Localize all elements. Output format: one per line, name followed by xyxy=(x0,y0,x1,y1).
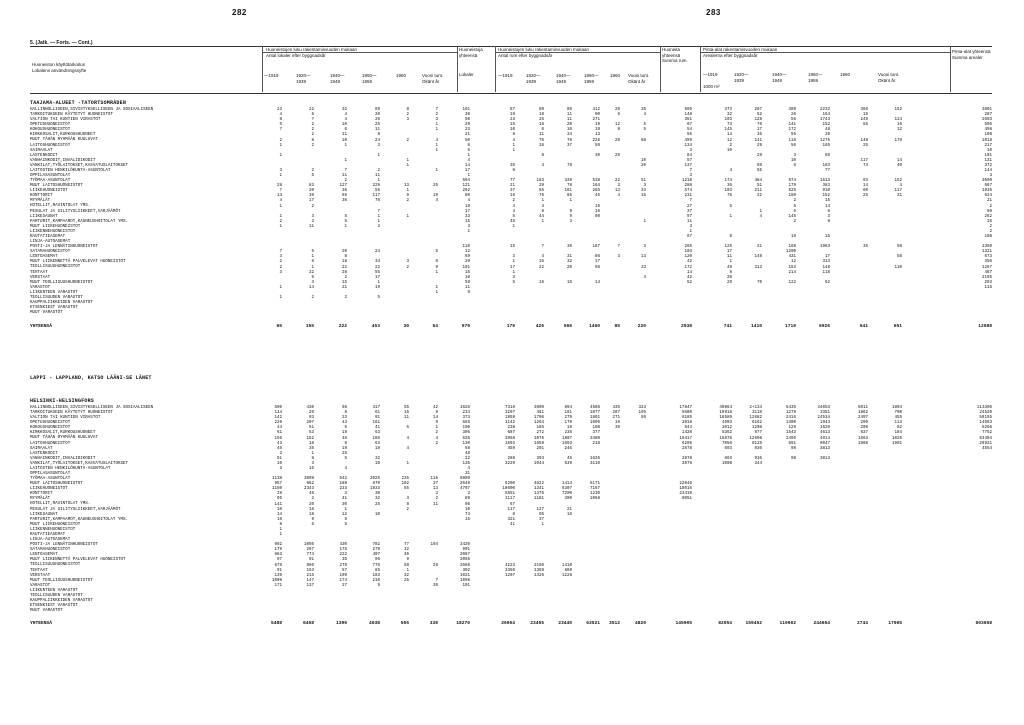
header-mid-group xyxy=(498,47,658,58)
data-column: 26 6 12 8 29 29 22 3 13 4 7 3 xyxy=(614,108,620,260)
row-label: MUUT LIIKENNETTÄ PALVELEVAT HUONEISTOT xyxy=(30,558,126,563)
header-use-fi: Huoneiston käyttötarkoitus xyxy=(32,62,86,67)
row-label: OPPILASASUNTOLAT xyxy=(30,174,71,179)
row-label: KIRKKOSALIT,KURKOUSHUONEET xyxy=(30,133,96,138)
data-column: 34053 3351 24534 1943 1629 4613 4914 6047 3813 3813 xyxy=(817,406,830,461)
row-label: VARASTOT xyxy=(30,583,51,588)
total-value: 119902 xyxy=(779,621,796,626)
row-label: POSTI-JA LENNÄTINHUONEISTOT xyxy=(30,543,98,548)
data-column: 373 32 103 73 145 14 12 2 10 4 174 36 103 76 5 1 8 125 17 11 1 49 8 20 29 xyxy=(724,108,732,285)
total-value: 85 xyxy=(614,324,620,329)
row-label: TEOLLISUUSHUONEISTOT xyxy=(30,563,81,568)
data-column: 435 287 271 19 39 xyxy=(612,406,620,431)
row-label: PARTURIT,KAMPAAMOT,KAUNEUSHOITOLAT YMS. xyxy=(30,219,129,224)
row-label: MUUT VARASTOT xyxy=(30,609,63,614)
data-column: 389 26 56 141 172 55 118 56 3 10 6 874 179 525 160 2 5 5 145 2 19 168 1200 431 12 153 214 122 xyxy=(785,108,796,285)
total-value: 63521 xyxy=(586,621,600,626)
header-area-group-sv: Arealerna efter byggnadsår xyxy=(703,52,758,58)
period-header: Vuosi tunt. Okänt år xyxy=(422,73,444,84)
header-use xyxy=(32,62,252,73)
row-label: LIIKEHUONEISTOT xyxy=(30,487,68,492)
total-value: 1410 xyxy=(750,324,762,329)
row-label: ETSENKIEST VARASTOT xyxy=(30,604,78,609)
period-header: 1950—1959 xyxy=(808,72,823,83)
row-label: SATAMAHUONEISTOT xyxy=(30,250,71,255)
row-label: LIIKENTEEN VARASTOT xyxy=(30,588,78,593)
row-label: TEOLLISUUDEN VARASTOT xyxy=(30,295,83,300)
row-label: OPPILASASUNTOLAT xyxy=(30,472,71,477)
data-column: 69 18 25 16 6 11 76 16 8 4 183 29 65 76 1 4 8 44 1 7 4 16 22 16 xyxy=(536,108,544,285)
header-premises-fi: Huoneistoja yhteensä xyxy=(459,47,483,58)
row-label: HALLINNOLLISEEN,SIVISTYKSELLISEEN JA SOSIAALISEEN xyxy=(30,406,154,410)
row-label: VALTION TAI KUNTIEN VIRASTOT xyxy=(30,416,101,421)
total-value: 453 xyxy=(371,324,380,329)
section-note: LAPPI - LAPPLAND, KATSO LÄÄNI-SE LÄNET xyxy=(30,375,152,381)
row-label: MUUT TÄHÄN RYHMÄÄN KUULUVAT xyxy=(30,138,98,143)
header-rooms xyxy=(662,47,698,64)
data-column: 32 4 4 10 6 11 10 1 1 7 11 2 127 36 65 36 5 5 1 20 8 18 22 28 2 15 21 2 xyxy=(339,108,347,300)
total-value: 5488 xyxy=(270,621,282,626)
row-label: TARKOITUKSEEN KÄYTETYT HUONEISTOT xyxy=(30,113,113,118)
row-label: POSTI-JA LENNÄTINHUONEISTOT xyxy=(30,245,98,250)
row-label: PESULAT JA SILITYSLIIKKEET,VARJÄÄMÖT xyxy=(30,507,121,512)
header-area-total-sv: Summa arealer xyxy=(952,54,983,60)
region-heading: TAAJAMA-ALUEET -TATORTSOMRÅDEN xyxy=(30,100,127,106)
total-value: 23455 xyxy=(530,621,544,626)
total-value: 222 xyxy=(338,324,347,329)
total-value: 65 xyxy=(276,324,282,329)
header-area-unit: 1000 m² xyxy=(703,84,720,89)
total-label: YHTEENSÄ xyxy=(30,621,53,626)
row-label: HALLINNOLLISEEN,SIVISTYKSELLISEEN JA SOSIAALISEEN xyxy=(30,108,154,112)
total-value: 82654 xyxy=(718,621,732,626)
data-column: 161 38 50 29 23 21 50 8 5 1 4 14 17 1 504 121 262 80 4 19 17 33 15 3 1 110 12 69 29 191 16 10 59 11 9 xyxy=(462,108,470,295)
total-value: 54 xyxy=(432,324,438,329)
row-label: RAUTATIEASEMAT xyxy=(30,532,66,537)
table-title: 5. (Jatk. — Forts. — Cont.) xyxy=(30,40,93,46)
row-label: KONTTORIT xyxy=(30,194,53,199)
data-column: 695 148 351 87 54 55 499 134 3 84 57 137 7 3 1210 288 574 231 7 27 37 97 11 3 1 67 265 103 120 42 172 14 42 52 xyxy=(681,108,692,285)
row-label: MUUT TÄHÄN RYHMÄÄN KUULUVAT xyxy=(30,436,98,441)
period-header: 1960 xyxy=(610,73,621,78)
row-label: KAUPPALIIKKEIDEN VARASTOT xyxy=(30,300,93,305)
data-column: 42 9 14 9 1 2 4 2 116 37 13 3 2 11 104 28 7 38 xyxy=(430,406,438,588)
data-column: 417 61 91 161 41 63 185 63 19 32 10 2025 670 1933 30 32 25 10 782 279 407 96 775 65 183 210 9 xyxy=(369,406,380,588)
total-value: 4038 xyxy=(368,621,380,626)
data-column: 2+134 3110 12682 6162 1208 877 12608 6125 936 936 344 xyxy=(749,406,762,466)
row-label: TEOLLISUUSHUONEISTOT xyxy=(30,265,81,270)
data-column: 3801 287 2603 505 498 108 1018 217 10 101 131 372 144 3 3590 667 1935 624 21 2 98 262 16 2 2 108 2350 1321 673 356 1267 487 2195 293 116 xyxy=(981,108,992,290)
period-header: 1950—1959 xyxy=(362,73,377,84)
row-label: TYÖMAA-ASUNTOLAT xyxy=(30,477,71,482)
total-value: 12088 xyxy=(978,324,992,329)
row-label: TEHTAAT xyxy=(30,270,48,275)
total-value: 2938 xyxy=(680,324,692,329)
data-column: 40864 19918 16589 4903 2012 5362 15878 7056 693 693 1008 xyxy=(719,406,732,466)
total-value: 30 xyxy=(403,324,409,329)
row-label: OPETUSHUONEISTOT xyxy=(30,421,71,426)
total-value: 603658 xyxy=(975,621,992,626)
data-column: 113306 24520 59155 14663 5266 7752 63404 29921 4554 xyxy=(976,406,992,451)
total-value: 159452 xyxy=(745,621,762,626)
row-label: VANHAINKODIT,INVALIDIKODIT xyxy=(30,456,96,461)
period-header: Vuosi tunt. Okänt år xyxy=(878,72,900,83)
period-header: 1920—1939 xyxy=(734,72,749,83)
row-label: KOKOUSHUONEISTOT xyxy=(30,128,71,133)
total-value: 566 xyxy=(563,324,572,329)
row-label: LAITOSTEN HENKILÖKUNTA-ASUNTOLAT xyxy=(30,466,111,471)
row-label: SATAMAHUONEISTOT xyxy=(30,548,71,553)
row-label: VERSTAAT xyxy=(30,275,51,280)
header-left-group-fi: Huoneistojen luku rakentamisvuoden mukaan xyxy=(266,47,358,52)
data-column: 17847 5580 6185 3918 644 1420 16417 6205 2878 2878 2076 22046 18016 23410 8051 xyxy=(679,406,692,502)
total-value: 155 xyxy=(305,324,314,329)
period-header: 1940—1949 xyxy=(772,72,787,83)
row-label: VALTION TAI KUNTIEN VIRASTOT xyxy=(30,118,101,123)
total-value: 741 xyxy=(723,324,732,329)
data-column: 2232 164 1743 152 48 39 1275 165 69 183 77 1613 383 910 152 15 14 6 3 8 15 1963 17 313 148 118 62 xyxy=(819,108,830,285)
row-label: LASTENKODIT xyxy=(30,153,58,158)
row-label: VERSTAAT xyxy=(30,573,51,578)
row-label: OPETUSHUONEISTOT xyxy=(30,123,71,128)
total-value: 23440 xyxy=(558,621,572,626)
header-premises-sv: Lokaler xyxy=(459,72,474,77)
row-label: LIIKESAUNAT xyxy=(30,214,58,219)
period-header: Vuosi tunt. Okänt år xyxy=(628,73,650,84)
data-column: 323 195 59 xyxy=(638,406,646,421)
period-header: 1940—1949 xyxy=(330,73,345,84)
data-column: 5011 1862 2497 209 206 837 1663 1988 xyxy=(857,406,868,446)
header-area-total xyxy=(952,49,992,60)
data-column: 287 52 128 76 17 35 141 29 29 69 55 484 51 211 22 1 4 21 148 313 70 xyxy=(754,108,762,285)
row-label: KIRKKOSALIT,KURKOUSHUONEET xyxy=(30,431,96,436)
period-header: 1960 xyxy=(396,73,407,78)
data-column: 1626 234 373 655 190 306 635 130 68 48 22 136 4 31 6809 2648 4797 3 89 96 10 74 15 3420 901 2087 2055 2668 392 1021 1098 101 xyxy=(459,406,470,588)
row-label: LAITOSTEN HENKILÖKUNTA-ASUNTOLAT xyxy=(30,168,111,173)
row-label: RAUTATIEASEMAT xyxy=(30,234,66,239)
total-value: 651 xyxy=(893,324,902,329)
header-mid-group-sv: Antal rum efter byggnadsår xyxy=(498,52,553,58)
period-header: 1940—1949 xyxy=(556,73,571,84)
row-label: MUUT LIIKENNETTÄ PALVELEVAT HUONEISTOT xyxy=(30,260,126,265)
data-column: 152 124 16 12 179 14 40 152 4 117 31 58 58 110 xyxy=(894,108,902,270)
row-label: LIIKENNEHUONEISTOT xyxy=(30,229,76,234)
header-use-sv: Lokalens användningssyfte xyxy=(32,67,87,73)
data-column: 366 15 249 65 148 25 117 74 93 14 60 25 35 xyxy=(860,108,868,250)
total-value: 1719 xyxy=(784,324,796,329)
row-label: MUUT VARASTOT xyxy=(30,311,63,316)
header-mid-group-fi: Huoneistojen luku rakentamisvuoden mukaan xyxy=(498,47,590,52)
data-column: 4586 1077 1891 1096 160 377 3480 218 1625 3110 5171 7167 1230 1068 xyxy=(589,406,600,502)
total-value: 18270 xyxy=(456,621,470,626)
row-label: MUUT TEOLLISUUSHUONEISTOT xyxy=(30,280,93,285)
region-heading: HELSINKI-HELSINGFORS xyxy=(30,398,95,404)
row-label: LIIKENNEHUONEISTOT xyxy=(30,527,76,532)
data-column: 7 2 3 1 1 4 1 1 1 25 19 4 5 8 9 1 1 1 xyxy=(432,108,438,295)
row-label: LINJA-AUTOASEMAT xyxy=(30,240,71,245)
total-value: 1460 xyxy=(588,324,600,329)
right-page-number: 283 xyxy=(706,8,721,17)
total-value: 2744 xyxy=(856,621,868,626)
data-column: 8 2 3 2 1 1 13 1 9 2 1 3 2 xyxy=(403,108,409,270)
row-label: VARASTOT xyxy=(30,285,51,290)
data-column: 69 20 25 25 11 8 24 3 1 2 11 1 228 55 117 76 7 1 1 3 24 34 22 55 17 1 19 5 xyxy=(372,108,380,300)
row-labels xyxy=(30,108,153,316)
data-column: 23 4 8 5 7 2 1 1 3 1 28 7 13 4 1 1 2 1 7 3 2 2 3 1 1 xyxy=(276,108,282,300)
row-label: VANKILAT,TYÖLAITOKSET,KASVATUSLAITOKSET xyxy=(30,163,129,168)
period-header: —1919 xyxy=(498,73,513,78)
row-label: LASTENKODIT xyxy=(30,451,58,456)
left-page-number: 282 xyxy=(232,8,247,17)
row-label: TYÖMAA-ASUNTOLAT xyxy=(30,179,71,184)
period-header: 1920—1939 xyxy=(296,73,311,84)
period-header: 1960 xyxy=(840,72,851,77)
row-label: TEHTAAT xyxy=(30,568,48,573)
period-header: 1950—1959 xyxy=(584,73,599,84)
row-label: MYYMÄLÄT xyxy=(30,199,51,204)
row-label: HOTELLIT,RAVINTOLAT YMS. xyxy=(30,502,91,507)
header-rooms-sv: Summa rum xyxy=(662,58,687,63)
row-label: VANHAINKODIT,INVALIDIKODIT xyxy=(30,158,96,163)
total-value: 244654 xyxy=(813,621,830,626)
row-label: PESULAT JA SILITYSLIIKKEET,VARJÄÄMÖT xyxy=(30,209,121,214)
row-label: MUUT LAITOSHUONEISTOT xyxy=(30,184,83,189)
header-area-group xyxy=(703,47,943,58)
data-column: 1804 700 455 113 82 184 1026 1991 xyxy=(891,406,902,446)
header-area-total-fi: Pinta-alat yhteensä xyxy=(952,49,991,54)
data-column: 98 8 23 43 5 19 48 8 19 25 5 4 542 188 233 3 41 30 1 12 8 5 430 175 222 35 279 57 109 174 27 xyxy=(339,406,347,588)
total-value: 426 xyxy=(535,324,544,329)
row-label: HOTELLIT,RAVINTOLAT YMS. xyxy=(30,204,91,209)
row-label: TARKOITUKSEEN KÄYTETYT HUONEISTOT xyxy=(30,411,113,416)
total-value: 26954 xyxy=(501,621,515,626)
total-value: 145905 xyxy=(675,621,692,626)
total-value: 979 xyxy=(461,324,470,329)
data-column: 590 114 142 229 44 61 156 43 45 3 51 16 3 1138 957 1150 29 95 141 10 14 16 8 1 1 992 179 663 97 679 91 139 1009 171 xyxy=(271,406,282,588)
period-header: 1920—1939 xyxy=(526,73,541,84)
row-label: LINJA-AUTOASEMAT xyxy=(30,538,71,543)
row-label: MUUT LIIKEHUONEISTOT xyxy=(30,522,81,527)
total-label: YHTEENSÄ xyxy=(30,324,53,329)
row-label: TEOLLISUUDEN VARASTOT xyxy=(30,593,83,598)
row-label: KONTTORIT xyxy=(30,492,53,497)
row-label: LIIKESAUNAT xyxy=(30,512,58,517)
header-area-group-fi: Pinta-alat rakentamisvuoden mukaan xyxy=(703,47,778,52)
data-column: 67 19 23 15 10 8 4 1 1 35 8 77 21 37 16 2 4 4 5 45 1 15 3 1 17 1 3 5 xyxy=(509,108,515,285)
row-label: ETSENKIEST VARASTOT xyxy=(30,306,78,311)
row-label: LIIKENTEEN VARASTOT xyxy=(30,290,78,295)
data-column: 55 16 11 5 4 4 1 235 102 55 3 8 2 77 32 36 9 58 1 32 25 xyxy=(401,406,409,583)
header-premises xyxy=(459,47,495,58)
total-value: 220 xyxy=(637,324,646,329)
total-value: 641 xyxy=(859,324,868,329)
total-value: 555 xyxy=(400,621,409,626)
row-labels xyxy=(30,406,153,614)
row-label: LENTOASEMAT xyxy=(30,553,58,558)
row-label: KOKOUSHUONEISTOT xyxy=(30,426,71,431)
total-value: 179 xyxy=(506,324,515,329)
row-label: LAITOSHUONEISTOT xyxy=(30,143,71,148)
data-column: 22 6 7 2 2 2 8 2 2 5 83 20 39 17 2 3 3 11 6 1 6 1 22 6 3 14 2 xyxy=(308,108,314,300)
row-label: SAIRAALAT xyxy=(30,148,53,153)
total-value: 338 xyxy=(429,621,438,626)
row-label: LENTOASEMAT xyxy=(30,255,58,260)
header-rooms-fi: Huoneita yhteensä xyxy=(662,47,681,58)
total-value: 1396 xyxy=(335,621,347,626)
data-column: 86 11 11 20 10 34 76 37 78 339 78 161 85 1 9 9 3 36 31 32 20 15 xyxy=(564,108,572,285)
row-label: SAIRAALAT xyxy=(30,446,53,451)
data-column: 3890 461 1706 1264 185 272 1076 1659 291 393 1044 4622 1341 1376 1181 127 95 37 1 2150 1369 1426 xyxy=(533,406,544,578)
total-value: 6458 xyxy=(302,621,314,626)
row-label: MYYMÄLÄT xyxy=(30,497,51,502)
data-column: 35 4 5 5 88 10 20 51 3 33 15 1 3 13 33 4 xyxy=(640,108,646,280)
header-left-group-sv: Antal lokaler efter byggnadsår xyxy=(266,52,326,58)
row-label: MUUT TEOLLISUUSHUONEISTOT xyxy=(30,578,93,583)
data-column: 7319 3297 1959 1142 238 687 3958 1693 459 288 3229 6200 18000 5551 1117 67 117 8 321 41 4223 3350 1207 xyxy=(502,406,515,578)
total-value: 6926 xyxy=(818,324,830,329)
period-header: —1919 xyxy=(264,73,279,78)
row-label: VANKILAT,TYÖLAITOKSET,KASVATUSLAITOKSET xyxy=(30,461,129,466)
total-value: 3512 xyxy=(608,621,620,626)
row-label: PARTURIT,KAMPAAMOT,KAUNEUSHOITOLAT YMS. xyxy=(30,517,129,522)
row-label: MUUT LAITOSHUONEISTOT xyxy=(30,482,83,487)
period-header: —1919 xyxy=(703,72,718,77)
data-column: 894 191 279 170 19 235 1807 1693 246 45 539 1414 6307 7200 390 21 16 1410 860 1228 xyxy=(561,406,572,578)
row-label: MUUT LIIKEHUONEISTOT xyxy=(30,224,81,229)
row-label: LIIKEHUONEISTOT xyxy=(30,189,68,194)
data-column: 430 26 93 207 51 53 162 18 35 1 8 3 15 3898 852 2343 45 2 20 16 18 9 6 1095 267 774 91 850 153 215 147 137 xyxy=(303,406,314,588)
total-value: 4820 xyxy=(634,621,646,626)
total-value: 17005 xyxy=(888,621,902,626)
data-column: 412 90 271 19 19 13 226 59 30 538 164 265 45 16 16 60 187 86 17 68 14 xyxy=(592,108,600,285)
row-label: LAITOSHUONEISTOT xyxy=(30,441,71,446)
data-column: 5435 1279 2416 1300 129 1543 2496 691 98 98 xyxy=(785,406,796,461)
row-label: KAUPPALIIKKEIDEN VARASTOT xyxy=(30,598,93,603)
header-left-group xyxy=(266,47,456,58)
